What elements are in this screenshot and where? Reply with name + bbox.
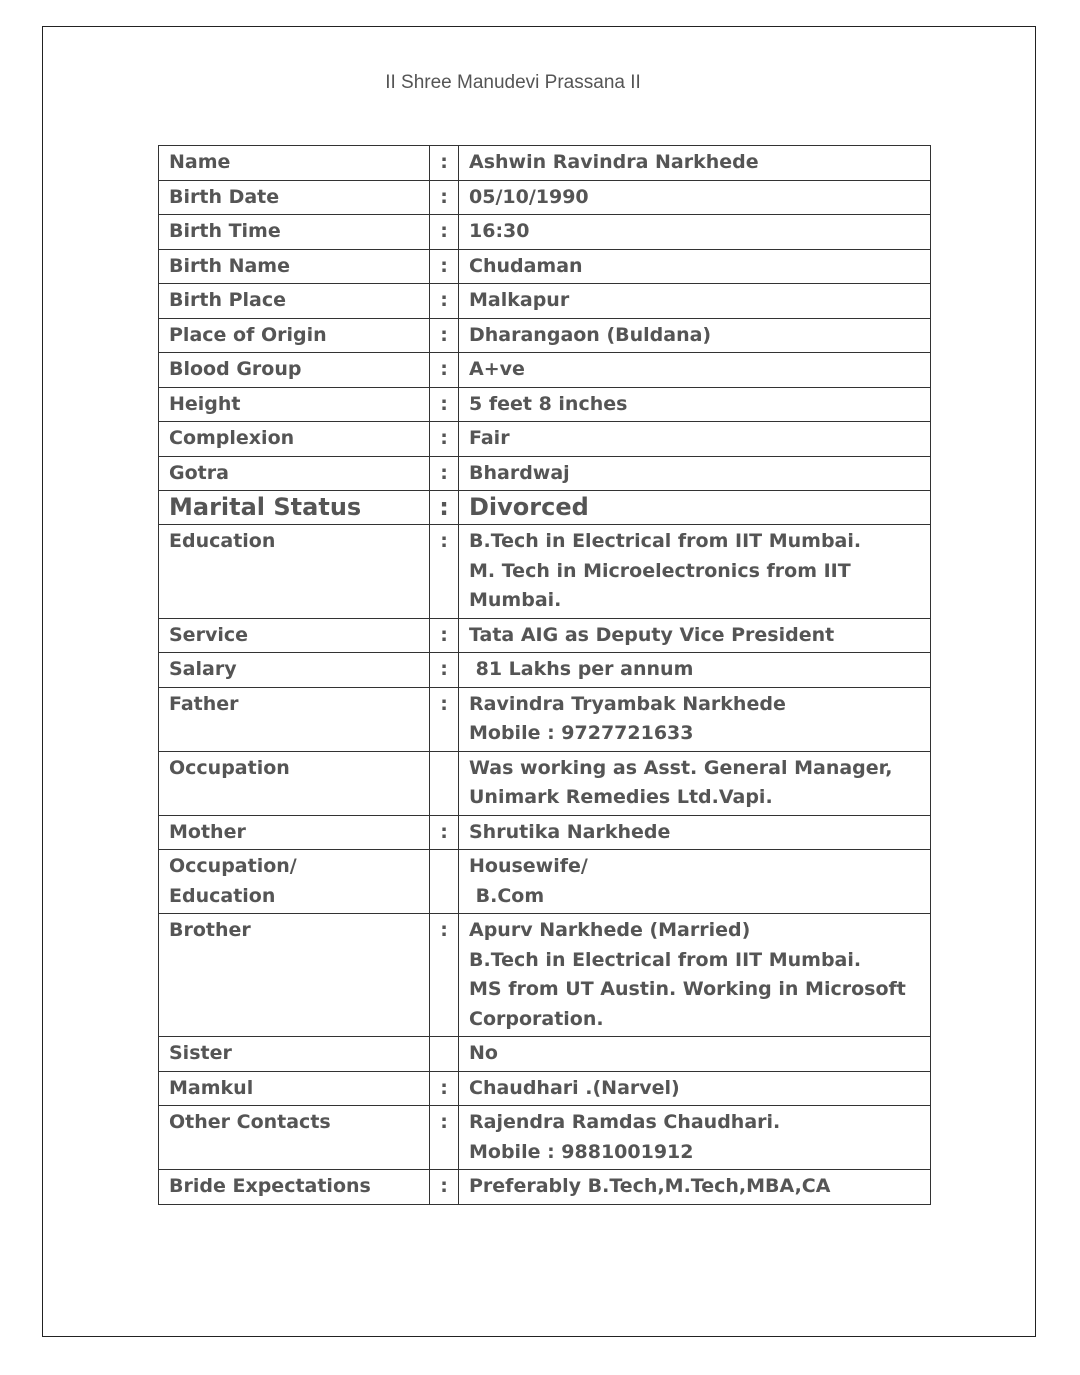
- separator: :: [430, 525, 459, 619]
- label-brother: Brother: [159, 914, 430, 1037]
- value-place-of-origin: Dharangaon (Buldana): [459, 318, 931, 353]
- value-salary: 81 Lakhs per annum: [459, 653, 931, 688]
- value-blood-group: A+ve: [459, 353, 931, 388]
- separator: :: [430, 146, 459, 181]
- row-birth-date: [159, 180, 931, 215]
- separator: :: [430, 249, 459, 284]
- value-birth-place: Malkapur: [459, 284, 931, 319]
- separator: :: [430, 1170, 459, 1205]
- label-name: Name: [159, 146, 430, 181]
- value-brother: Apurv Narkhede (Married) B.Tech in Electrical from IIT Mumbai. MS from UT Austin. Working in Microsoft Corporation.: [459, 914, 931, 1037]
- label-education: Education: [159, 525, 430, 619]
- label-sister: Sister: [159, 1037, 430, 1072]
- row-father: [159, 687, 931, 751]
- separator: :: [430, 1071, 459, 1106]
- separator: :: [430, 914, 459, 1037]
- value-height: 5 feet 8 inches: [459, 387, 931, 422]
- value-mamkul: Chaudhari .(Narvel): [459, 1071, 931, 1106]
- row-salary: [159, 653, 931, 688]
- row-birth-place: [159, 284, 931, 319]
- separator: :: [430, 1106, 459, 1170]
- label-height: Height: [159, 387, 430, 422]
- value-father-occupation: Was working as Asst. General Manager, Unimark Remedies Ltd.Vapi.: [459, 751, 931, 815]
- separator: :: [430, 422, 459, 457]
- separator: [430, 751, 459, 815]
- label-service: Service: [159, 618, 430, 653]
- label-father: Father: [159, 687, 430, 751]
- value-sister: No: [459, 1037, 931, 1072]
- separator: [430, 1037, 459, 1072]
- label-father-occupation: Occupation: [159, 751, 430, 815]
- label-birth-date: Birth Date: [159, 180, 430, 215]
- value-name: Ashwin Ravindra Narkhede: [459, 146, 931, 181]
- label-salary: Salary: [159, 653, 430, 688]
- separator: :: [430, 491, 459, 525]
- row-marital-status: [159, 491, 931, 525]
- value-gotra: Bhardwaj: [459, 456, 931, 491]
- label-mother: Mother: [159, 815, 430, 850]
- value-service: Tata AIG as Deputy Vice President: [459, 618, 931, 653]
- row-father-occupation: [159, 751, 931, 815]
- row-birth-time: [159, 215, 931, 250]
- label-birth-name: Birth Name: [159, 249, 430, 284]
- label-birth-time: Birth Time: [159, 215, 430, 250]
- row-other-contacts: [159, 1106, 931, 1170]
- row-mamkul: [159, 1071, 931, 1106]
- row-sister: [159, 1037, 931, 1072]
- label-blood-group: Blood Group: [159, 353, 430, 388]
- value-complexion: Fair: [459, 422, 931, 457]
- separator: [430, 850, 459, 914]
- row-gotra: [159, 456, 931, 491]
- row-education: [159, 525, 931, 619]
- row-brother: [159, 914, 931, 1037]
- separator: :: [430, 353, 459, 388]
- value-mother-occupation: Housewife/ B.Com: [459, 850, 931, 914]
- separator: :: [430, 215, 459, 250]
- separator: :: [430, 618, 459, 653]
- row-mother-occupation: [159, 850, 931, 914]
- biodata-table: [158, 145, 931, 1205]
- separator: :: [430, 284, 459, 319]
- value-birth-time: 16:30: [459, 215, 931, 250]
- label-marital-status: Marital Status: [159, 491, 430, 525]
- value-father: Ravindra Tryambak Narkhede Mobile : 9727721633: [459, 687, 931, 751]
- row-complexion: [159, 422, 931, 457]
- row-service: [159, 618, 931, 653]
- separator: :: [430, 387, 459, 422]
- label-other-contacts: Other Contacts: [159, 1106, 430, 1170]
- label-gotra: Gotra: [159, 456, 430, 491]
- value-marital-status: Divorced: [459, 491, 931, 525]
- row-place-of-origin: [159, 318, 931, 353]
- row-mother: [159, 815, 931, 850]
- value-bride-expectations: Preferably B.Tech,M.Tech,MBA,CA: [459, 1170, 931, 1205]
- label-birth-place: Birth Place: [159, 284, 430, 319]
- separator: :: [430, 653, 459, 688]
- separator: :: [430, 815, 459, 850]
- value-education: B.Tech in Electrical from IIT Mumbai. M. Tech in Microelectronics from IIT Mumbai.: [459, 525, 931, 619]
- label-mother-occupation: Occupation/ Education: [159, 850, 430, 914]
- separator: :: [430, 318, 459, 353]
- label-bride-expectations: Bride Expectations: [159, 1170, 430, 1205]
- row-birth-name: [159, 249, 931, 284]
- label-complexion: Complexion: [159, 422, 430, 457]
- value-birth-name: Chudaman: [459, 249, 931, 284]
- row-height: [159, 387, 931, 422]
- value-mother: Shrutika Narkhede: [459, 815, 931, 850]
- label-place-of-origin: Place of Origin: [159, 318, 430, 353]
- separator: :: [430, 180, 459, 215]
- separator: :: [430, 687, 459, 751]
- row-name: [159, 146, 931, 181]
- separator: :: [430, 456, 459, 491]
- row-blood-group: [159, 353, 931, 388]
- value-birth-date: 05/10/1990: [459, 180, 931, 215]
- page-header: II Shree Manudevi Prassana II: [385, 72, 641, 93]
- value-other-contacts: Rajendra Ramdas Chaudhari. Mobile : 9881001912: [459, 1106, 931, 1170]
- row-bride-expectations: [159, 1170, 931, 1205]
- label-mamkul: Mamkul: [159, 1071, 430, 1106]
